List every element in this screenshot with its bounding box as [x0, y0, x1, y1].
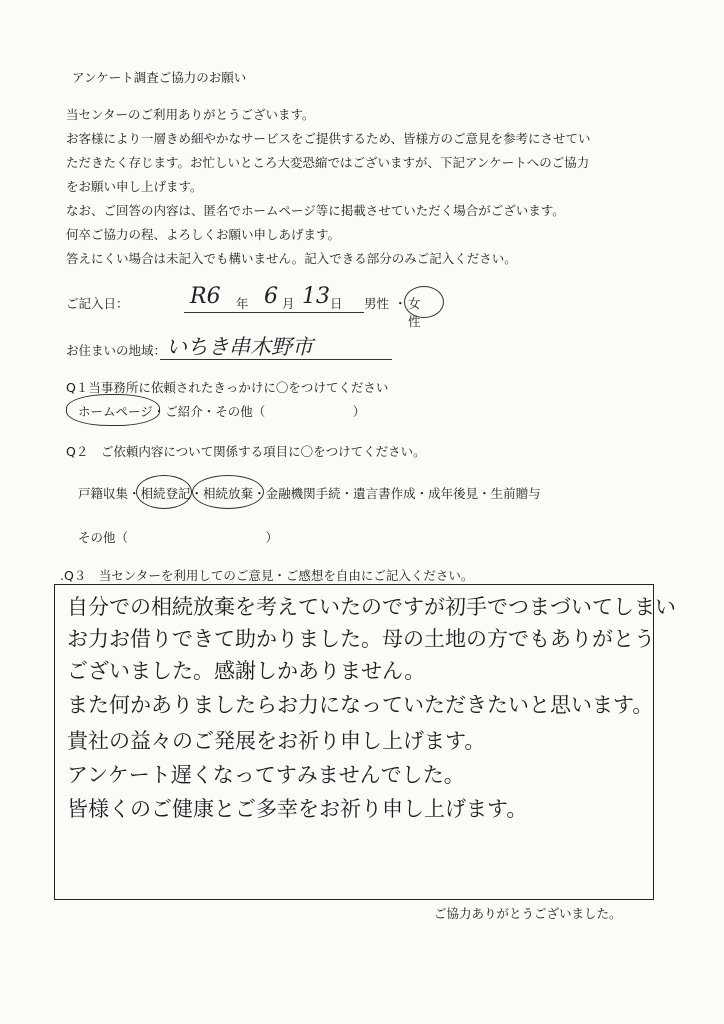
gender-female-selection-circle: [404, 286, 444, 318]
q2-touki-selection-circle: [136, 475, 192, 509]
day-unit: 日: [330, 296, 343, 311]
month-unit: 月: [282, 296, 295, 311]
date-day-handwritten: 13: [302, 284, 330, 309]
intro-line: なお、ご回答の内容は、匿名でホームページ等に掲載させていただく場合がございます。: [66, 203, 565, 218]
q3-answer-line: 貴社の益々のご発展をお祈り申し上げます。: [67, 729, 486, 753]
q3-answer-line: ございました。感謝しかありません。: [67, 659, 426, 683]
intro-line: お客様により一層きめ細やかなサービスをご提供するため、皆様方のご意見を参考にさせてい: [66, 131, 591, 146]
q2-option-koseki[interactable]: 戸籍収集・: [78, 486, 141, 501]
date-underline: [184, 312, 364, 313]
area-handwritten: いちき串木野市: [166, 335, 313, 359]
date-label: ご記入日：: [66, 296, 129, 311]
area-label: お住まいの地域：: [66, 343, 167, 358]
intro-line: 当センターのご利用ありがとうございます。: [66, 107, 315, 122]
q1-question: Q１当事務所に依頼されたきっかけに〇をつけてください: [66, 380, 389, 395]
q3-answer-line: 皆様くのご健康とご多幸をお祈り申し上げます。: [67, 797, 528, 821]
q2-other[interactable]: その他（ ）: [78, 530, 279, 545]
q3-question: .Q３ 当センターを利用してのご意見・ご感想を自由にご記入ください。: [60, 568, 474, 583]
q2-option-souzoku-houki[interactable]: 相続放棄: [203, 486, 254, 501]
q3-answer-line: また何かありましたらお力になっていただきたいと思います。: [67, 693, 654, 717]
residence-row: [66, 331, 426, 361]
gender-female[interactable]: 女性: [408, 296, 421, 329]
date-month-handwritten: 6: [264, 284, 278, 309]
intro-line: をお願い申し上げます。: [66, 179, 203, 194]
q1-option-homepage[interactable]: ホームページ: [78, 404, 153, 419]
closing-thanks: ご協力ありがとうございました。: [434, 906, 622, 921]
entry-date-row: [66, 284, 426, 329]
area-underline: [160, 359, 392, 360]
q3-answer-box[interactable]: [54, 584, 676, 900]
q2-separator: ・: [190, 486, 204, 501]
q3-answer-line: お力お借りできて助かりました。母の土地の方でもありがとう: [67, 627, 655, 651]
date-era-handwritten: R6: [190, 284, 221, 309]
q3-answer-line: アンケート遅くなってすみませんでした。: [67, 763, 465, 787]
intro-line: ただきたく存じます。お忙しいところ大変恐縮ではございますが、下記アンケートへのご協力: [66, 155, 590, 170]
year-unit: 年: [236, 296, 249, 311]
q1-option-other[interactable]: ・ご紹介・その他（ ）: [152, 404, 366, 419]
q2-houki-selection-circle: [192, 475, 264, 509]
gender-separator: ・: [394, 296, 407, 311]
intro-text: [66, 103, 696, 271]
gender-male[interactable]: 男性: [364, 296, 390, 311]
form-title: アンケート調査ご協力のお願い: [72, 70, 247, 85]
q2-option-others[interactable]: ・金融機関手続・遺言書作成・成年後見・生前贈与: [253, 486, 541, 501]
q1-homepage-selection-circle: [66, 394, 160, 426]
q2-question: Q２ ご依頼内容について関係する項目に〇をつけてください。: [66, 444, 426, 459]
intro-line: 答えにくい場合は未記入でも構いません。記入できる部分のみご記入ください。: [66, 251, 517, 266]
q2-option-souzoku-touki[interactable]: 相続登記: [140, 486, 191, 501]
intro-line: 何卒ご協力の程、よろしくお願い申しあげます。: [66, 227, 341, 242]
q3-answer-line: 自分での相続放棄を考えていたのですが初手でつまづいてしまい: [67, 595, 676, 619]
